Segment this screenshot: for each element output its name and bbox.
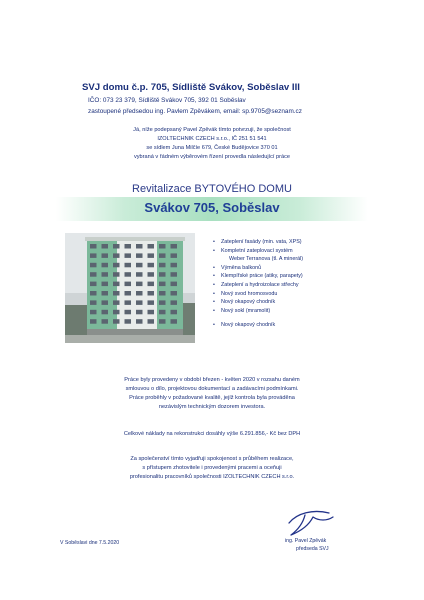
works-list-item: • Výměna balkonů [213, 264, 303, 273]
building-window [171, 310, 178, 315]
building-window [171, 244, 178, 249]
building-window [113, 263, 120, 268]
building-window [90, 282, 97, 287]
building-window [148, 310, 155, 315]
building-window [136, 310, 143, 315]
building-window [113, 300, 120, 305]
works-list [213, 238, 303, 330]
banner-address-title: Svákov 705, Soběslav [144, 200, 280, 215]
building-window [102, 263, 109, 268]
building-window [113, 253, 120, 258]
building-window [136, 244, 143, 249]
closing-line-2: s přístupem zhotovitele i provedenými pracemi a oceňuji [142, 465, 282, 471]
certificate-line-4: vybraná v řádném výběrovém řízení provedla následující práce [133, 154, 291, 160]
building-window [171, 272, 178, 277]
building-window [102, 244, 109, 249]
closing-line-1: Za společenství tímto vyjadřuji spokojenost s průběhem realizace, [130, 456, 294, 462]
building-window [113, 291, 120, 296]
building-window [159, 272, 166, 277]
building-window [90, 244, 97, 249]
building-window [171, 300, 178, 305]
building-window [102, 310, 109, 315]
building-window [102, 300, 109, 305]
works-list-item: • Nový okapový chodník [213, 298, 303, 307]
building-window [148, 272, 155, 277]
building-window [159, 300, 166, 305]
building-window [171, 282, 178, 287]
building-window [102, 291, 109, 296]
building-window [159, 253, 166, 258]
building-window [159, 291, 166, 296]
building-window [136, 300, 143, 305]
header-representative-line: zastoupené předsedou ing. Pavlem Zpěvákem, email: sp.9705@seznam.cz [88, 108, 302, 115]
building-window [102, 319, 109, 324]
certificate-address-line: se sídlem Juna Milčíe 679, České Budějovice 370 01 [146, 145, 278, 151]
certificate-line-1: Já, níže podepsaný Pavel Zpěvák tímto potvrzuji, že společnost [133, 127, 291, 133]
building-window [125, 300, 132, 305]
building-window [90, 272, 97, 277]
building-window [113, 282, 120, 287]
building-window [113, 272, 120, 277]
building-window [171, 263, 178, 268]
building-window [90, 291, 97, 296]
building-window [136, 263, 143, 268]
building-window [159, 319, 166, 324]
building-window [148, 253, 155, 258]
building-window [125, 291, 132, 296]
building-window [159, 310, 166, 315]
works-list-item: • Zateplení fasády (min. vata, XPS) [213, 238, 303, 247]
building-window [113, 310, 120, 315]
building-window [148, 263, 155, 268]
building-window [102, 253, 109, 258]
signer-role: předseda SVJ [296, 546, 329, 552]
works-list-item: • Nový okapový chodník [213, 321, 303, 330]
building-window [148, 291, 155, 296]
place-and-date: V Soběslavi dne 7.5.2020 [60, 540, 120, 546]
certificate-company-line: IZOLTECHNIK CZECH s.r.o., IČ 251 51 541 [157, 136, 267, 142]
works-list-item: • Zateplení a hydroizolace střechy [213, 281, 303, 290]
building-window [90, 253, 97, 258]
building-window [90, 319, 97, 324]
total-costs-line: Celkové náklady na rekonstrukci dosáhly výše 6.291.856,- Kč bez DPH [123, 431, 301, 437]
building-window [136, 319, 143, 324]
building-window [125, 253, 132, 258]
works-list-item: • Nový svod hromosvodu [213, 290, 303, 299]
building-window [159, 263, 166, 268]
building-window [159, 244, 166, 249]
building-window [136, 291, 143, 296]
paragraph-1-line-1: Práce byly provedeny v období březen - květen 2020 v rozsahu daném [124, 377, 300, 383]
building-window [102, 272, 109, 277]
building-window [90, 263, 97, 268]
signer-name: ing. Pavel Zpěvák [285, 538, 327, 544]
building-window [148, 300, 155, 305]
building-window [113, 319, 120, 324]
building-window [125, 263, 132, 268]
building-window [171, 291, 178, 296]
header-ico-line: IČO: 073 23 379, Sídliště Svákov 705, 392 01 Soběslav [88, 97, 246, 104]
works-list-item: • Kompletní zateplovací systém [213, 247, 303, 256]
paragraph-1-line-3: Práce proběhly v požadované kvalitě, jejíž kontrola byla prováděna [129, 395, 295, 401]
building-window [90, 300, 97, 305]
building-window [148, 319, 155, 324]
building-window [90, 310, 97, 315]
works-list-item: • Nový sokl (mramolit) [213, 307, 303, 316]
building-window [171, 253, 178, 258]
building-window [136, 282, 143, 287]
building-window [148, 282, 155, 287]
closing-line-3: profesionalitu pracovníků společnosti IZOLTECHNIK CZECH s.r.o. [129, 474, 295, 480]
building-window [125, 319, 132, 324]
building-window [136, 272, 143, 277]
building-window [171, 319, 178, 324]
document-header-title: SVJ domu č.p. 705, Sídliště Svákov, Soběslav III [82, 82, 300, 93]
revitalization-heading: Revitalizace BYTOVÉHO DOMU [132, 183, 292, 195]
handwritten-signature [283, 505, 339, 537]
building-window [125, 282, 132, 287]
paragraph-1-line-4: nezávislým technickým dozorem investora. [158, 404, 266, 410]
building-window [159, 282, 166, 287]
building-window [113, 244, 120, 249]
building-window [136, 253, 143, 258]
works-list-item: Weber Terranova (tl. A minerál) [229, 256, 304, 263]
building-window [102, 282, 109, 287]
building-window [148, 244, 155, 249]
building-photo [65, 233, 195, 343]
building-window [125, 310, 132, 315]
works-list-item: • Klempířské práce (atiky, parapety) [213, 272, 303, 281]
paragraph-1-line-2: smlouvou o dílo, projektovou dokumentací a zadávacími podmínkami. [125, 386, 299, 392]
building-window [125, 272, 132, 277]
building-window [125, 244, 132, 249]
